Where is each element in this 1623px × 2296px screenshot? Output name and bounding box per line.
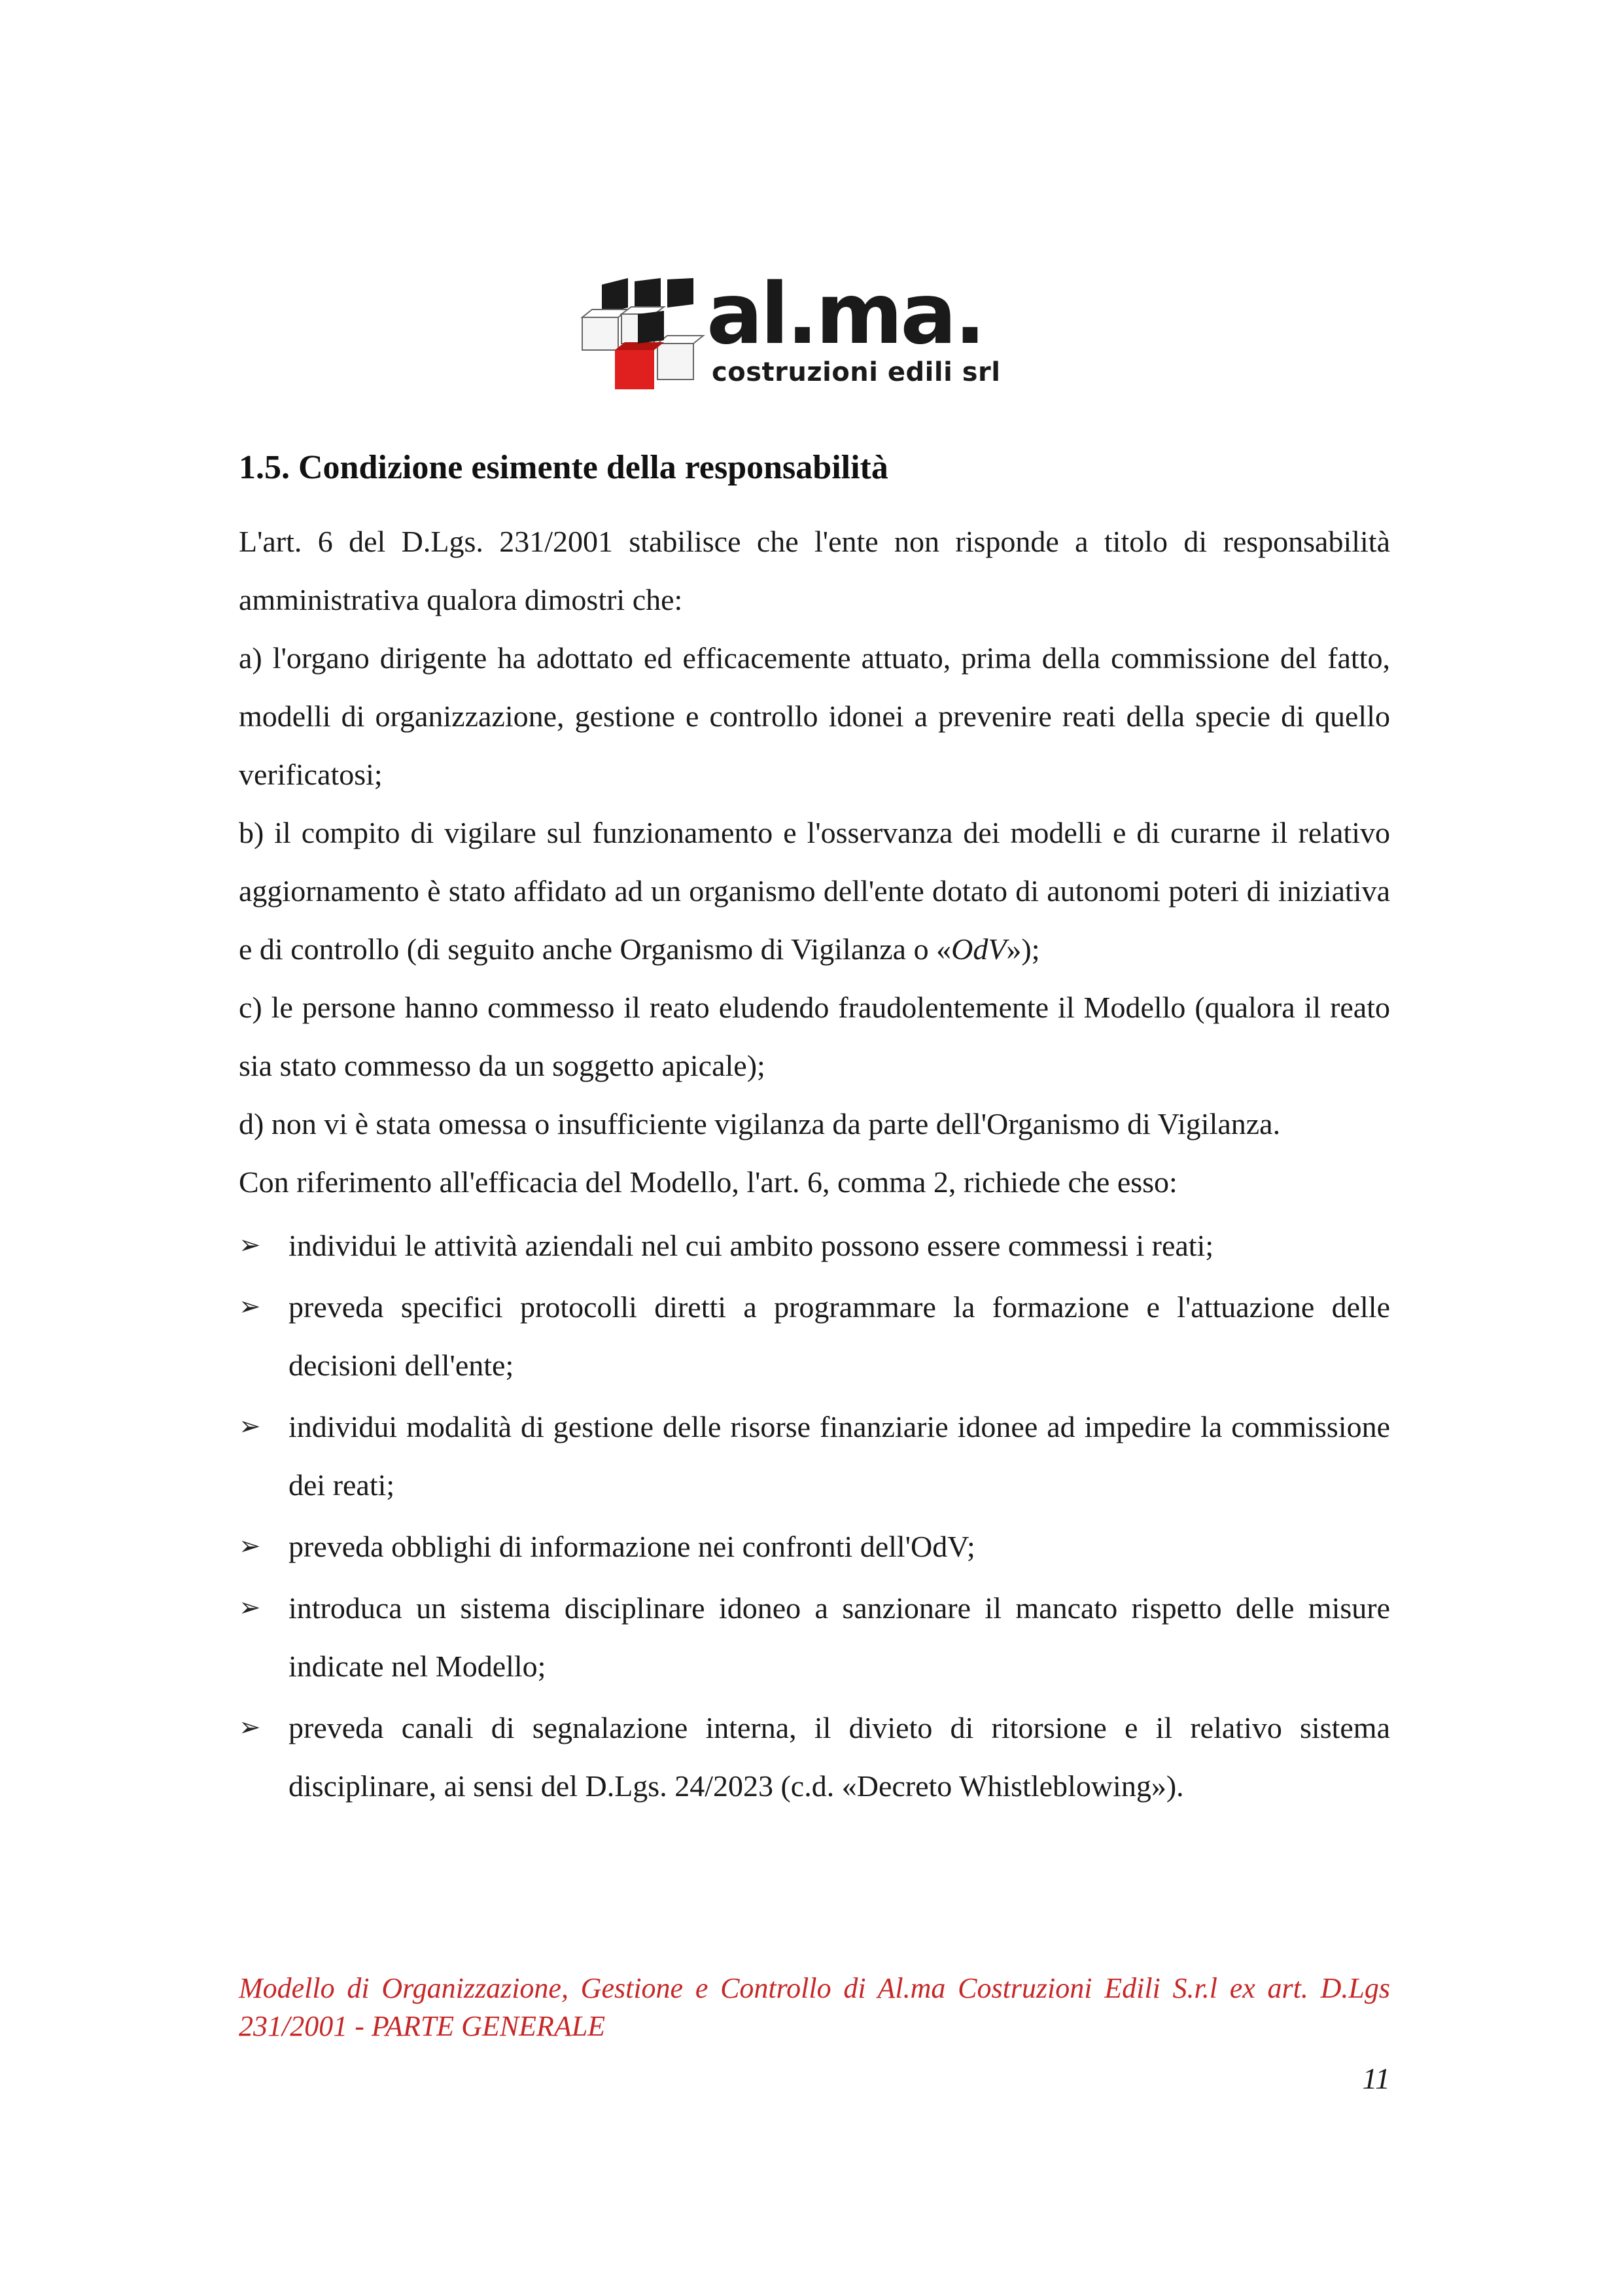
main-content [239,448,1390,1818]
list-item [239,1278,1390,1394]
list-item-text: individui le attività aziendali nel cui ambito possono essere commessi i reati; [288,1229,1214,1262]
arrow-bullet-icon: ➢ [239,1411,261,1441]
list-item [239,1579,1390,1695]
paragraph-b-end: »); [1006,932,1040,966]
paragraph-a: a) l'organo dirigente ha adottato ed efficacemente attuato, prima della commissione del fatto, modelli di organizzazione, gestione e controllo idonei a prevenire reati della specie di quello verificatosi; [239,641,1390,791]
list-item-text: preveda specifici protocolli diretti a programmare la formazione e l'attuazione delle decisioni dell'ente; [288,1290,1390,1382]
list-item-text: preveda obblighi di informazione nei confronti dell'OdV; [288,1530,975,1563]
logo-wordmark: al.ma. [707,266,984,363]
paragraph-b-text: b) il compito di vigilare sul funzionamento e l'osservanza dei modelli e di curarne il relativo aggiornamento è stato affidato ad un organismo dell'ente dotato di autonomi poteri di iniziativa e di controllo (di seguito anche Organismo di Vigilanza o « [239,816,1390,966]
company-logo [576,266,1073,393]
list-item [239,1398,1390,1514]
arrow-bullet-icon: ➢ [239,1230,261,1260]
paragraph-c: c) le persone hanno commesso il reato eludendo fraudolentemente il Modello (qualora il reato sia stato commesso da un soggetto apicale); [239,991,1390,1082]
logo-cubes-icon [576,278,707,393]
list-item [239,1517,1390,1576]
paragraph-d: d) non vi è stata omessa o insufficiente vigilanza da parte dell'Organismo di Vigilanza. [239,1107,1281,1140]
arrow-bullet-icon: ➢ [239,1531,261,1561]
arrow-bullet-icon: ➢ [239,1712,261,1742]
list-item-text: individui modalità di gestione delle risorse finanziarie idonee ad impedire la commissione dei reati; [288,1410,1390,1502]
list-item-text: introduca un sistema disciplinare idoneo a sanzionare il mancato rispetto delle misure indicate nel Modello; [288,1591,1390,1683]
section-heading: 1.5. Condizione esimente della responsabilità [239,449,888,486]
document-footer: Modello di Organizzazione, Gestione e Controllo di Al.ma Costruzioni Edili S.r.l ex art. D.Lgs 231/2001 - PARTE GENERALE [239,1972,1390,2042]
arrow-bullet-icon: ➢ [239,1593,261,1623]
logo-tagline: costruzioni edili srl [712,357,1001,387]
requirements-list [239,1216,1390,1815]
paragraph-comma-2: Con riferimento all'efficacia del Modello, l'art. 6, comma 2, richiede che esso: [239,1165,1178,1199]
list-item [239,1216,1390,1275]
paragraph-intro: L'art. 6 del D.Lgs. 231/2001 stabilisce che l'ente non risponde a titolo di responsabilità amministrativa qualora dimostri che: [239,525,1390,616]
page-number: 11 [1362,2062,1390,2095]
paragraph-b [239,804,1390,978]
arrow-bullet-icon: ➢ [239,1292,261,1322]
list-item [239,1699,1390,1815]
odv-abbreviation: OdV [951,932,1007,966]
list-item-text: preveda canali di segnalazione interna, il divieto di ritorsione e il relativo sistema disciplinare, ai sensi del D.Lgs. 24/2023 (c.d. «Decreto Whistleblowing»). [288,1711,1390,1803]
